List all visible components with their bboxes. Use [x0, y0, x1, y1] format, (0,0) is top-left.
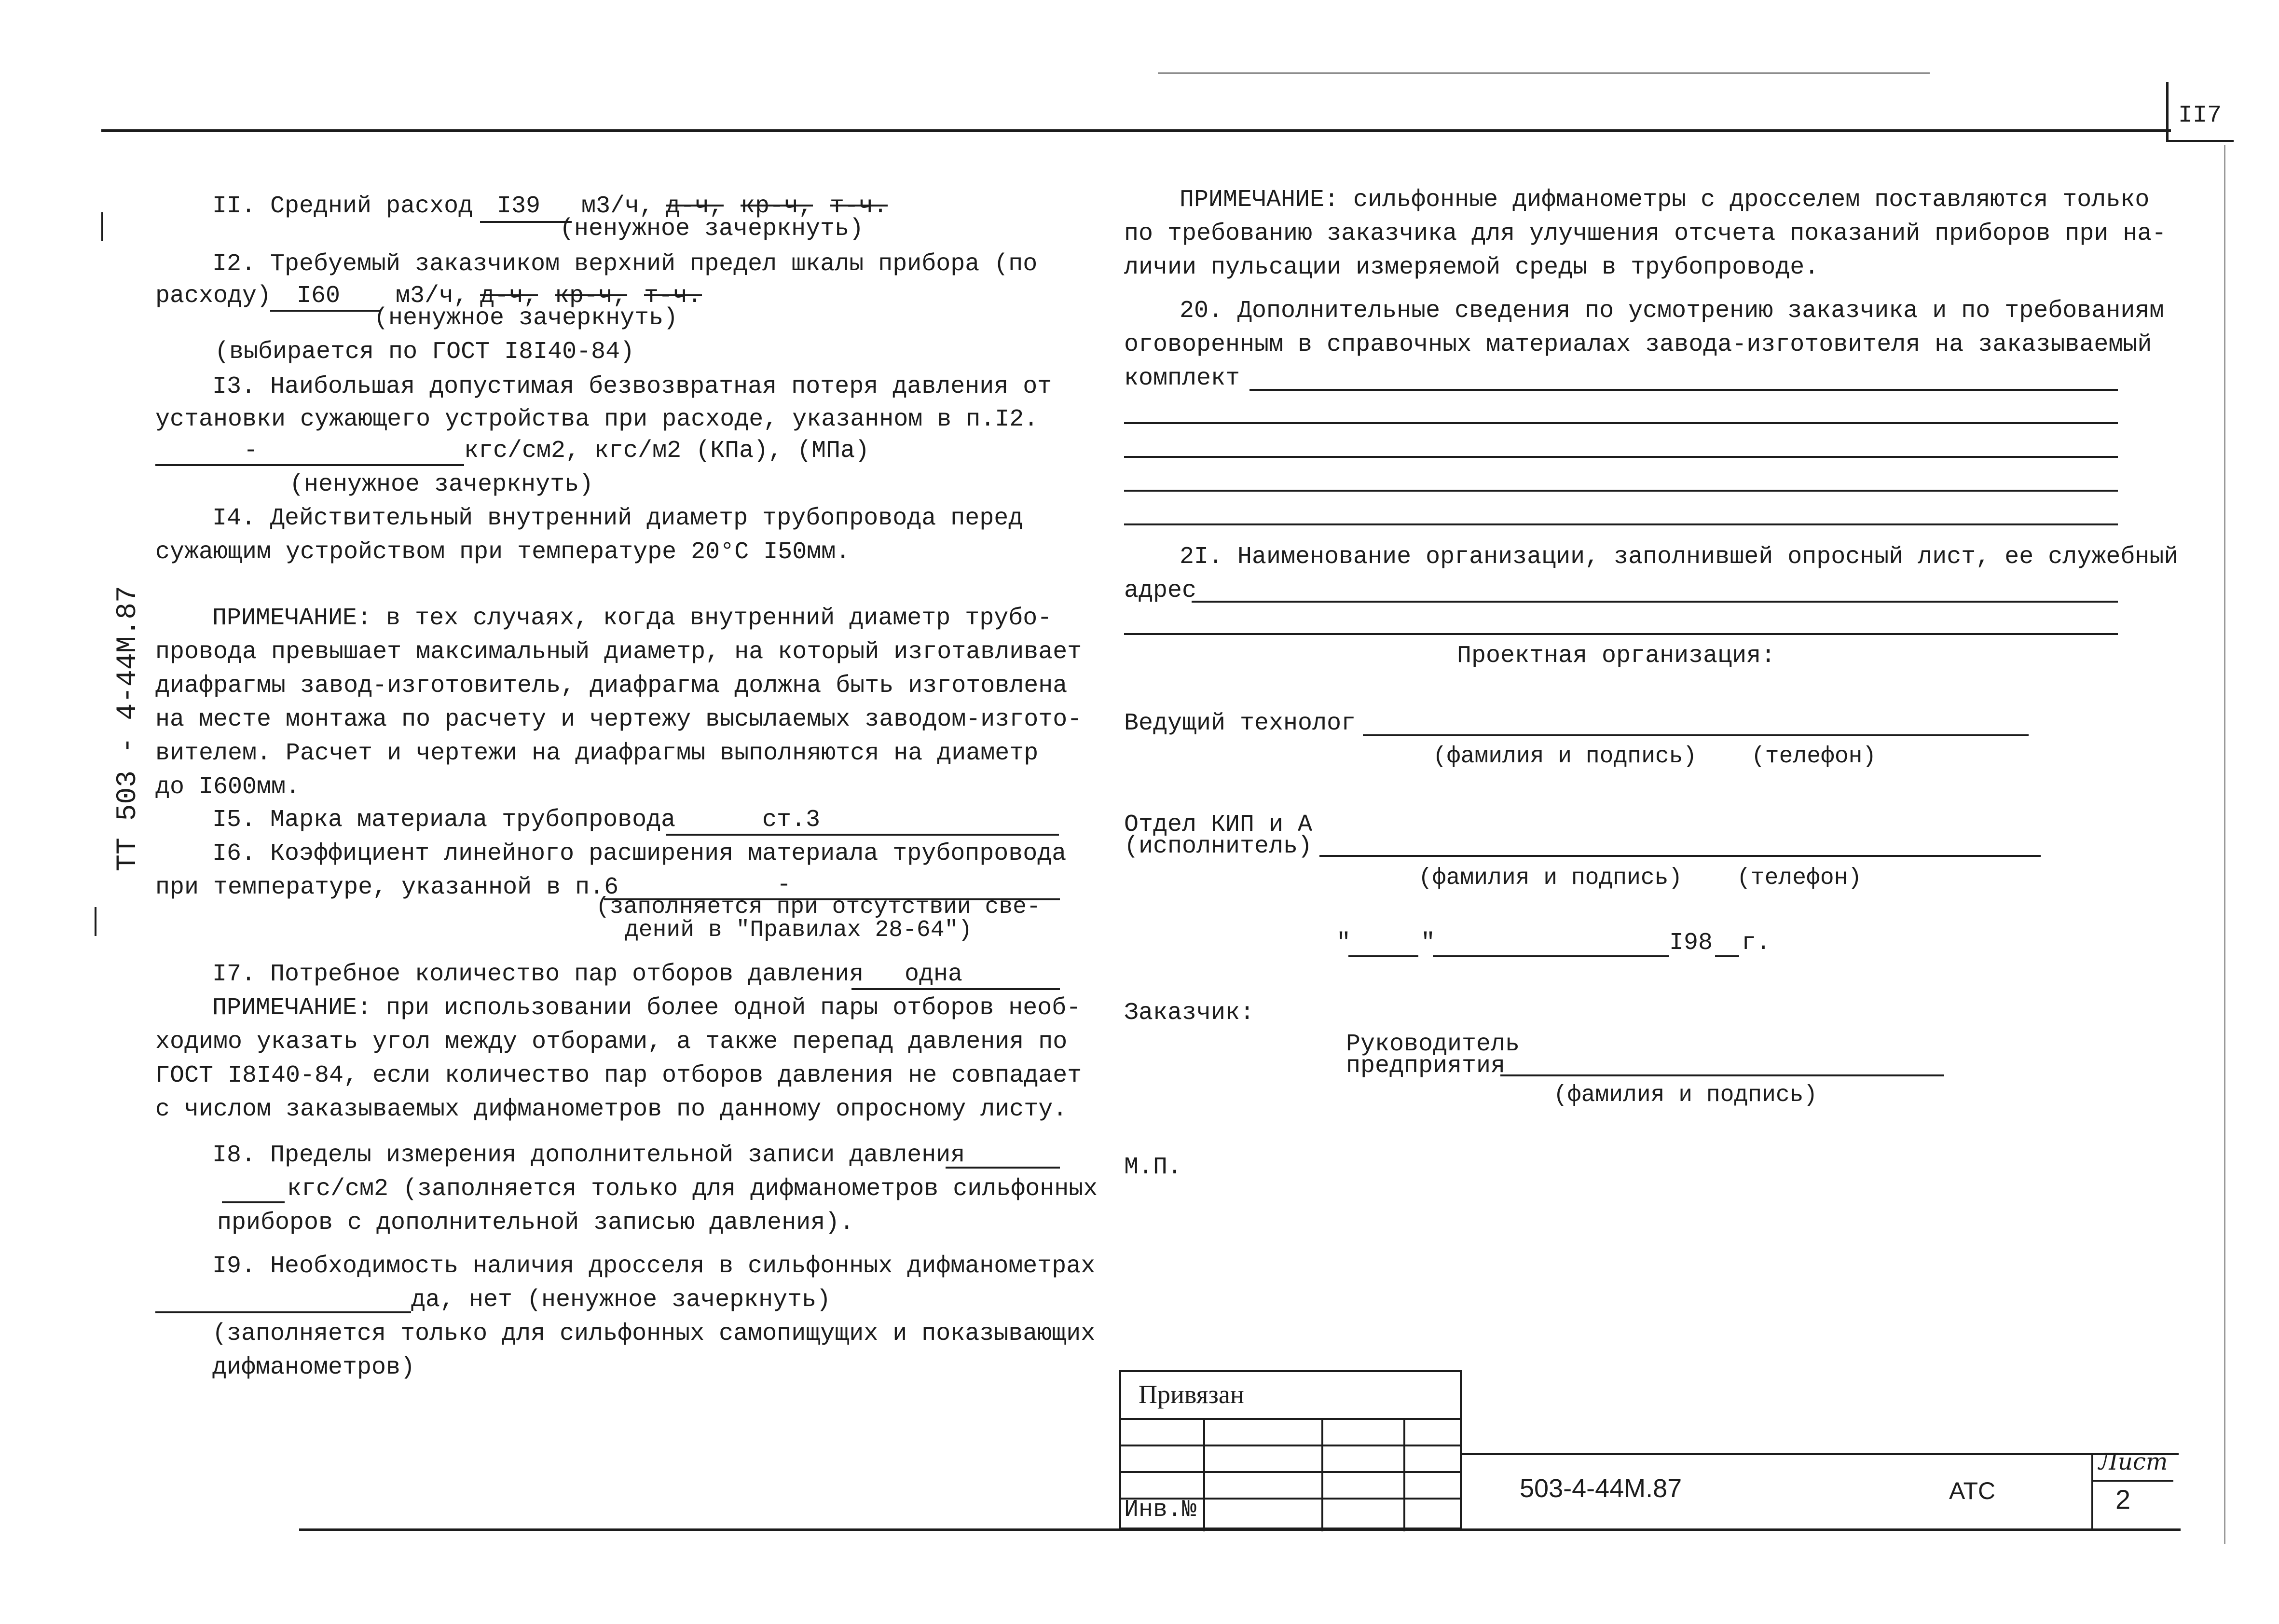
title-block-bottom-line — [299, 1528, 2181, 1531]
lead-technologist-label: Ведущий технолог — [1124, 710, 1356, 737]
top-dash-line — [1158, 72, 1930, 74]
item-12-unit-dch: д-ч, — [480, 282, 538, 310]
date-year-suffix: г. — [1742, 929, 1771, 957]
item-13-note: (ненужное зачеркнуть) — [289, 471, 594, 498]
item-11-unit-dch: д-ч, — [666, 193, 724, 220]
date-year-line — [1715, 955, 1739, 957]
note-1-line-3: диафрагмы завод-изготовитель, диафрагма должна быть изготовлена — [155, 672, 1068, 700]
sheet-box-left — [2166, 82, 2169, 140]
item-14-line-1: I4. Действительный внутренний диаметр трубопровода перед — [212, 505, 1023, 532]
date-quote-close: " — [1421, 929, 1436, 957]
note-3-line-3: личии пульсации измеряемой среды в трубопроводе. — [1124, 254, 1819, 281]
item-20-line-2: оговоренным в справочных материалах завода-изготовителя на заказываемый — [1124, 331, 2152, 358]
item-20-fill-line-3 — [1124, 456, 2118, 458]
item-11-unit-m3h: м3/ч, — [581, 193, 654, 220]
item-16-value: - — [777, 871, 792, 899]
stamp-place-label: М.П. — [1124, 1154, 1182, 1181]
note-1-line-2: провода превышает максимальный диаметр, на который изготавливает — [155, 638, 1082, 666]
item-20-fill-line-4 — [1124, 490, 2118, 492]
item-17-label: I7. Потребное количество пар отборов давления — [212, 961, 864, 988]
item-19-line-4: дифманометров) — [212, 1354, 415, 1381]
date-day-line — [1348, 955, 1418, 957]
item-13-line-1: I3. Наибольшая допустимая безвозвратная потеря давления от — [212, 373, 1052, 400]
item-21-line-1: 2I. Наименование организации, заполнившей опросный лист, ее служебный — [1180, 543, 2179, 571]
kip-dept-sig-caption: (фамилия и подпись) — [1418, 865, 1683, 891]
note-1-line-1: ПРИМЕЧАНИЕ: в тех случаях, когда внутренний диаметр трубо- — [212, 605, 1052, 632]
project-org-heading: Проектная организация: — [1457, 642, 1776, 670]
note-2-line-3: ГОСТ I8I40-84, если количество пар отборов давления не совпадает — [155, 1062, 1082, 1089]
note-2-line-4: с числом заказываемых дифманометров по данному опросному листу. — [155, 1096, 1068, 1123]
item-12-gost: (выбирается по ГОСТ I8I40-84) — [215, 338, 635, 366]
note-3-line-2: по требованию заказчика для улучшения отсчета показаний приборов при на- — [1124, 220, 2167, 248]
item-13-units: кгс/см2, кгс/м2 (КПа), (МПа) — [464, 437, 870, 465]
item-12-unit-m3h: м3/ч, — [396, 282, 468, 310]
kip-dept-line — [1319, 855, 2041, 857]
item-19-line-1: I9. Необходимость наличия дросселя в сильфонных дифманометрах — [212, 1252, 1096, 1280]
item-18-line-1: I8. Пределы измерения дополнительной записи давления — [212, 1142, 965, 1169]
item-12-unit-tch: т-ч. — [644, 282, 702, 310]
note-1-line-5: вителем. Расчет и чертежи на диафрагмы выполняются на диаметр — [155, 740, 1039, 767]
date-month-line — [1433, 955, 1669, 957]
left-margin-tick — [101, 212, 103, 241]
item-18-underline-1 — [946, 1167, 1060, 1169]
head-sig-line — [1500, 1074, 1944, 1076]
customer-label: Заказчик: — [1124, 999, 1255, 1027]
item-12-unit-krch: кр-ч, — [555, 282, 628, 310]
item-12-value: I60 — [297, 282, 341, 310]
head-label-1: Руководитель — [1346, 1031, 1520, 1058]
right-border-line — [2224, 145, 2225, 1544]
sheet-number: 2 — [2115, 1484, 2131, 1514]
lead-technologist-sig-caption: (фамилия и подпись) — [1433, 743, 1697, 770]
item-11-unit-krch: кр-ч, — [741, 193, 813, 220]
item-20-line-3: комплект — [1124, 365, 1240, 392]
item-16-line-2: при температуре, указанной в п.6 — [155, 874, 619, 901]
kip-dept-phone-caption: (телефон) — [1737, 865, 1862, 891]
lead-technologist-phone-caption: (телефон) — [1751, 743, 1877, 770]
sheet-number-top: II7 — [2178, 102, 2222, 129]
sheet-box-bottom — [2166, 140, 2234, 142]
item-21-fill-line-1 — [1192, 601, 2118, 603]
note-2-line-1: ПРИМЕЧАНИЕ: при использовании более одной пары отборов необ- — [212, 994, 1081, 1022]
item-15-label: I5. Марка материала трубопровода — [212, 806, 676, 834]
note-1-line-4: на месте монтажа по расчету и чертежу высылаемых заводом-изгото- — [155, 706, 1082, 733]
item-12-line-1: I2. Требуемый заказчиком верхний предел шкалы прибора (по — [212, 250, 1038, 278]
item-11-underline — [480, 221, 572, 223]
head-sig-caption: (фамилия и подпись) — [1553, 1082, 1818, 1108]
item-14-line-2: сужающим устройством при температуре 20°С I50мм. — [155, 538, 851, 566]
item-20-fill-line-5 — [1124, 523, 2118, 525]
item-12-note: (ненужное зачеркнуть) — [374, 304, 678, 332]
head-label-2: предприятия — [1346, 1052, 1506, 1080]
item-11-value: I39 — [497, 193, 541, 220]
sheet-label: Лист — [2099, 1448, 2168, 1475]
item-11-label: II. Средний расход — [212, 193, 473, 220]
item-17-value: одна — [905, 961, 963, 988]
inventory-number-label: Инв.№ — [1124, 1496, 1197, 1524]
item-17-underline — [851, 988, 1060, 990]
item-13-underline — [155, 464, 464, 466]
title-block-top-line — [1460, 1453, 2179, 1455]
item-19-underline — [155, 1311, 411, 1313]
date-year: I98 — [1669, 929, 1713, 957]
document-code: 503-4-44М.87 — [1520, 1474, 1682, 1503]
left-margin-tick — [95, 907, 96, 936]
item-16-note-2: дений в "Правилах 28-64") — [625, 917, 973, 943]
item-21-line-2: адрес — [1124, 577, 1197, 605]
item-19-line-3: (заполняется только для сильфонных самопищущих и показывающих — [212, 1320, 1096, 1348]
item-13-value: - — [244, 437, 259, 465]
section-code: АТС — [1949, 1477, 1996, 1504]
item-13-line-2: установки сужающего устройства при расходе, указанном в п.I2. — [155, 406, 1039, 433]
item-11-note: (ненужное зачеркнуть) — [560, 215, 864, 243]
item-12-line-2: расходу) — [155, 282, 272, 310]
item-15-underline — [666, 834, 1059, 836]
side-stamp: ТТ 503 - 4-44М.87 — [112, 586, 144, 871]
item-20-fill-line-1 — [1249, 389, 2118, 391]
item-19-line-2: да, нет (ненужное зачеркнуть) — [411, 1286, 831, 1314]
note-1-line-6: до I600мм. — [155, 773, 301, 801]
item-18-line-3: приборов с дополнительной записью давления). — [217, 1209, 854, 1237]
date-quote-open: " — [1336, 929, 1351, 957]
item-12-underline — [270, 310, 381, 312]
item-18-line-2: кгс/см2 (заполняется только для дифманометров сильфонных — [287, 1175, 1098, 1203]
kip-dept-label-1: Отдел КИП и А — [1124, 811, 1313, 839]
kip-dept-label-2: (исполнитель) — [1124, 833, 1313, 860]
item-20-fill-line-2 — [1124, 422, 2118, 424]
note-2-line-2: ходимо указать угол между отборами, а также перепад давления по — [155, 1028, 1068, 1056]
privyazan-label: Привязан — [1139, 1380, 1244, 1409]
item-16-line-1: I6. Коэффициент линейного расширения материала трубопровода — [212, 840, 1067, 867]
lead-technologist-line — [1363, 734, 2029, 736]
item-16-note-1: (заполняется при отсутствии све- — [596, 894, 1041, 920]
top-border-line — [101, 129, 2171, 132]
item-11-unit-tch: т-ч. — [830, 193, 888, 220]
item-15-value: ст.3 — [762, 806, 821, 834]
item-20-line-1: 20. Дополнительные сведения по усмотрению заказчика и по требованиям — [1180, 297, 2164, 325]
item-21-fill-line-2 — [1124, 633, 2118, 635]
item-18-underline-2 — [222, 1201, 285, 1203]
note-3-line-1: ПРИМЕЧАНИЕ: сильфонные дифманометры с дросселем поставляются только — [1180, 186, 2150, 214]
